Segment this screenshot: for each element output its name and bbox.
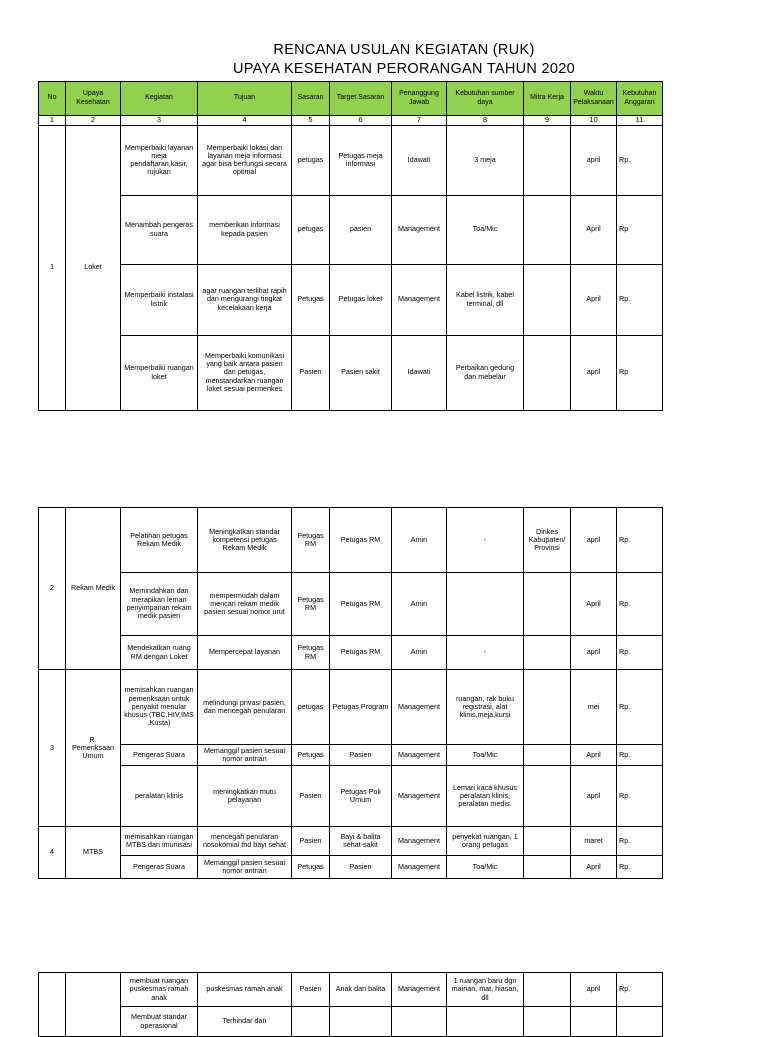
kegiatan-cell: Pengeras Suara <box>121 745 198 766</box>
sumber-daya-cell: Toa/Mic <box>447 195 524 264</box>
header-cell: Waktu Pelaksanaan <box>571 82 617 116</box>
penanggung-jawab-cell: Management <box>392 856 447 879</box>
table-row <box>39 508 663 573</box>
kegiatan-cell: Menambah pengeras suara <box>121 195 198 264</box>
anggaran-cell: Rp <box>617 335 663 410</box>
target-sasaran-cell: Pasien <box>330 856 392 879</box>
tujuan-cell: Memperbaiki komunikasi yang baik antara pasien dan petugas, menstandarkan ruangan loket sesuai permenkes <box>198 335 292 410</box>
anggaran-cell: Rp. <box>617 573 663 636</box>
ruk-table-section-1 <box>38 81 663 411</box>
sasaran-cell: petugas <box>292 125 330 195</box>
anggaran-cell: Rp. <box>617 264 663 335</box>
mitra-kerja-cell <box>524 573 571 636</box>
waktu-cell: april <box>571 508 617 573</box>
waktu-cell: April <box>571 745 617 766</box>
anggaran-cell <box>617 1007 663 1037</box>
sumber-daya-cell: Lemari kaca khusus peralatan klinis, peralatan medis. <box>447 766 524 827</box>
waktu-cell: April <box>571 264 617 335</box>
table-row <box>39 827 663 856</box>
penanggung-jawab-cell: Management <box>392 745 447 766</box>
waktu-cell: april <box>571 125 617 195</box>
anggaran-cell: Rp. <box>617 670 663 745</box>
penanggung-jawab-cell: Amin <box>392 508 447 573</box>
penanggung-jawab-cell: Management <box>392 195 447 264</box>
target-sasaran-cell <box>330 1007 392 1037</box>
kegiatan-cell: Membuat standar operasional <box>121 1007 198 1037</box>
sumber-daya-cell: 1 ruangan baru dgn mainan, mat, hiasan, dll <box>447 973 524 1007</box>
kegiatan-cell: Memperbaiki layanan meja pendaftaran,kasir, rujukan <box>121 125 198 195</box>
tujuan-cell: meningkatkan mutu pelayanan <box>198 766 292 827</box>
sasaran-cell: Pasien <box>292 973 330 1007</box>
target-sasaran-cell: Pasien <box>330 745 392 766</box>
column-number-cell: 8 <box>447 116 524 126</box>
row-number-cell: 2 <box>39 508 66 670</box>
sumber-daya-cell: - <box>447 636 524 670</box>
mitra-kerja-cell <box>524 636 571 670</box>
mitra-kerja-cell <box>524 766 571 827</box>
target-sasaran-cell: Bayi & balita sehat-sakit <box>330 827 392 856</box>
tujuan-cell: Memanggil pasien sesuai nomor antrian <box>198 745 292 766</box>
anggaran-cell: Rp. <box>617 508 663 573</box>
target-sasaran-cell: pasien <box>330 195 392 264</box>
row-number-cell: 1 <box>39 125 66 410</box>
upaya-kesehatan-cell: Loket <box>66 125 121 410</box>
kegiatan-cell: memisahkan ruangan MTBS dan imunisasi <box>121 827 198 856</box>
waktu-cell: april <box>571 335 617 410</box>
kegiatan-cell: membuat ruangan puskesmas ramah anak <box>121 973 198 1007</box>
row-number-cell: 3 <box>39 670 66 827</box>
tujuan-cell: Meningkatkan standar kompetensi petugas Rekam Medik <box>198 508 292 573</box>
header-cell: No <box>39 82 66 116</box>
column-number-cell: 4 <box>198 116 292 126</box>
header-cell: Kebutuhan Anggaran <box>617 82 663 116</box>
sasaran-cell: Petugas <box>292 264 330 335</box>
table-row <box>39 766 663 827</box>
tujuan-cell: puskesmas ramah anak <box>198 973 292 1007</box>
tujuan-cell: melindungi privasi pasien, dan mencegah penularan <box>198 670 292 745</box>
sasaran-cell: petugas <box>292 670 330 745</box>
sumber-daya-cell: Perbaikan gedung dan mebelair <box>447 335 524 410</box>
table-row <box>39 195 663 264</box>
table-row <box>39 856 663 879</box>
table-row <box>39 670 663 745</box>
anggaran-cell: Rp. <box>617 973 663 1007</box>
kegiatan-cell: Memperbaiki ruangan loket <box>121 335 198 410</box>
sumber-daya-cell: Toa/Mic <box>447 856 524 879</box>
anggaran-cell: Rp. <box>617 827 663 856</box>
column-number-cell: 1 <box>39 116 66 126</box>
tujuan-cell: mencegah penularan nosokomial thd bayi sehat <box>198 827 292 856</box>
header-cell: Kebutuhan sumber daya <box>447 82 524 116</box>
mitra-kerja-cell <box>524 335 571 410</box>
table-row <box>39 125 663 195</box>
target-sasaran-cell: Petugas RM <box>330 508 392 573</box>
kegiatan-cell: memisahkan ruangan pemeriksaan untuk penyakit menular khusus (TBC,HIV,IMS ,Kusta) <box>121 670 198 745</box>
sumber-daya-cell <box>447 573 524 636</box>
column-number-cell: 6 <box>330 116 392 126</box>
kegiatan-cell: Mendekatkan ruang RM dengan Loket <box>121 636 198 670</box>
kegiatan-cell: Memindahkan dan merapikan lemari penyimpanan rekam medik pasien <box>121 573 198 636</box>
column-number-cell: 11 <box>617 116 663 126</box>
table-row <box>39 264 663 335</box>
waktu-cell: April <box>571 195 617 264</box>
column-number-cell: 3 <box>121 116 198 126</box>
waktu-cell: april <box>571 766 617 827</box>
upaya-kesehatan-cell <box>66 973 121 1037</box>
tujuan-cell: memberikan informasi kepada pasien <box>198 195 292 264</box>
penanggung-jawab-cell: Management <box>392 827 447 856</box>
penanggung-jawab-cell: Management <box>392 264 447 335</box>
sumber-daya-cell <box>447 1007 524 1037</box>
anggaran-cell: Rp <box>617 195 663 264</box>
kegiatan-cell: Pelatihan petugas Rekam Medik <box>121 508 198 573</box>
target-sasaran-cell: Petugas RM <box>330 573 392 636</box>
waktu-cell <box>571 1007 617 1037</box>
kegiatan-cell: Pengeras Suara <box>121 856 198 879</box>
header-cell: Penanggung Jawab <box>392 82 447 116</box>
column-number-row <box>39 116 663 126</box>
sasaran-cell: Pasien <box>292 766 330 827</box>
tujuan-cell: agar ruangan terlihat rapih dan mengurangi tingkat kecelakaan kerja <box>198 264 292 335</box>
mitra-kerja-cell <box>524 264 571 335</box>
sasaran-cell: Petugas <box>292 856 330 879</box>
column-number-cell: 7 <box>392 116 447 126</box>
sumber-daya-cell: 3 meja <box>447 125 524 195</box>
column-number-cell: 2 <box>66 116 121 126</box>
upaya-kesehatan-cell: R. Pemeriksaan Umum <box>66 670 121 827</box>
header-cell: Tujuan <box>198 82 292 116</box>
penanggung-jawab-cell: Idawati <box>392 335 447 410</box>
document-title: RENCANA USULAN KEGIATAN (RUK) <box>273 42 535 58</box>
upaya-kesehatan-cell: MTBS <box>66 827 121 879</box>
penanggung-jawab-cell <box>392 1007 447 1037</box>
sasaran-cell: Pasien <box>292 335 330 410</box>
document-subtitle: UPAYA KESEHATAN PERORANGAN TAHUN 2020 <box>232 61 575 77</box>
header-cell: Target Sasaran <box>330 82 392 116</box>
column-number-cell: 9 <box>524 116 571 126</box>
mitra-kerja-cell <box>524 973 571 1007</box>
sumber-daya-cell: ruangan, rak buku registrasi, alat klinis,meja,kursi <box>447 670 524 745</box>
mitra-kerja-cell <box>524 670 571 745</box>
target-sasaran-cell: Petugas meja informasi <box>330 125 392 195</box>
target-sasaran-cell: Petugas loket <box>330 264 392 335</box>
mitra-kerja-cell <box>524 195 571 264</box>
target-sasaran-cell: Anak dan balita <box>330 973 392 1007</box>
penanggung-jawab-cell: Idawati <box>392 125 447 195</box>
header-row <box>39 82 663 116</box>
penanggung-jawab-cell: Amin <box>392 636 447 670</box>
target-sasaran-cell: Pasien sakit <box>330 335 392 410</box>
mitra-kerja-cell <box>524 745 571 766</box>
waktu-cell: april <box>571 636 617 670</box>
tujuan-cell: Mempercepat layanan <box>198 636 292 670</box>
sumber-daya-cell: - <box>447 508 524 573</box>
tujuan-cell: Memperbaiki lokasi dan layanan meja informasi agar bisa berfungsi secara optimal <box>198 125 292 195</box>
kegiatan-cell: Memperbaiki instalasi listrik <box>121 264 198 335</box>
waktu-cell: maret <box>571 827 617 856</box>
mitra-kerja-cell <box>524 125 571 195</box>
mitra-kerja-cell <box>524 1007 571 1037</box>
target-sasaran-cell: Petugas RM <box>330 636 392 670</box>
target-sasaran-cell: Petugas Poli Umum <box>330 766 392 827</box>
sasaran-cell: Petugas RM <box>292 573 330 636</box>
ruk-table-section-3 <box>38 972 663 1037</box>
anggaran-cell: Rp. <box>617 636 663 670</box>
sasaran-cell: Pasien <box>292 827 330 856</box>
waktu-cell: april <box>571 973 617 1007</box>
table-row <box>39 573 663 636</box>
sumber-daya-cell: Kabel listrik, kabel terminal, dll <box>447 264 524 335</box>
sasaran-cell: Petugas RM <box>292 508 330 573</box>
header-cell: Kegiatan <box>121 82 198 116</box>
anggaran-cell: Rp. <box>617 856 663 879</box>
column-number-cell: 10 <box>571 116 617 126</box>
waktu-cell: April <box>571 856 617 879</box>
tujuan-cell: mempermudah dalam mencari rekam medik pasien sesuai nomor urut <box>198 573 292 636</box>
table-row <box>39 973 663 1007</box>
penanggung-jawab-cell: Management <box>392 670 447 745</box>
penanggung-jawab-cell: Amin <box>392 573 447 636</box>
table-row <box>39 636 663 670</box>
sasaran-cell <box>292 1007 330 1037</box>
table-row <box>39 745 663 766</box>
sasaran-cell: Petugas <box>292 745 330 766</box>
waktu-cell: April <box>571 573 617 636</box>
anggaran-cell: Rp. <box>617 745 663 766</box>
mitra-kerja-cell <box>524 827 571 856</box>
penanggung-jawab-cell: Management <box>392 973 447 1007</box>
header-cell: Mitra Kerja <box>524 82 571 116</box>
upaya-kesehatan-cell: Rekam Medik <box>66 508 121 670</box>
tujuan-cell: Memanggil pasien sesuai nomor antrian <box>198 856 292 879</box>
penanggung-jawab-cell: Management <box>392 766 447 827</box>
tujuan-cell: Terhindar dari <box>198 1007 292 1037</box>
table-row <box>39 1007 663 1037</box>
sumber-daya-cell: penyekat ruangan, 1 orang petugas <box>447 827 524 856</box>
header-cell: Upaya Kesehatan <box>66 82 121 116</box>
table-row <box>39 335 663 410</box>
target-sasaran-cell: Petugas Program <box>330 670 392 745</box>
header-cell: Sasaran <box>292 82 330 116</box>
sasaran-cell: petugas <box>292 195 330 264</box>
sasaran-cell: Petugas RM <box>292 636 330 670</box>
sumber-daya-cell: Toa/Mic <box>447 745 524 766</box>
row-number-cell: 4 <box>39 827 66 879</box>
anggaran-cell: Rp. <box>617 766 663 827</box>
anggaran-cell: Rp. <box>617 125 663 195</box>
ruk-table-section-2 <box>38 507 663 879</box>
waktu-cell: mei <box>571 670 617 745</box>
mitra-kerja-cell: Dinkes Kabupaten/ Provinsi <box>524 508 571 573</box>
mitra-kerja-cell <box>524 856 571 879</box>
kegiatan-cell: peralatan klinis <box>121 766 198 827</box>
column-number-cell: 5 <box>292 116 330 126</box>
row-number-cell <box>39 973 66 1037</box>
